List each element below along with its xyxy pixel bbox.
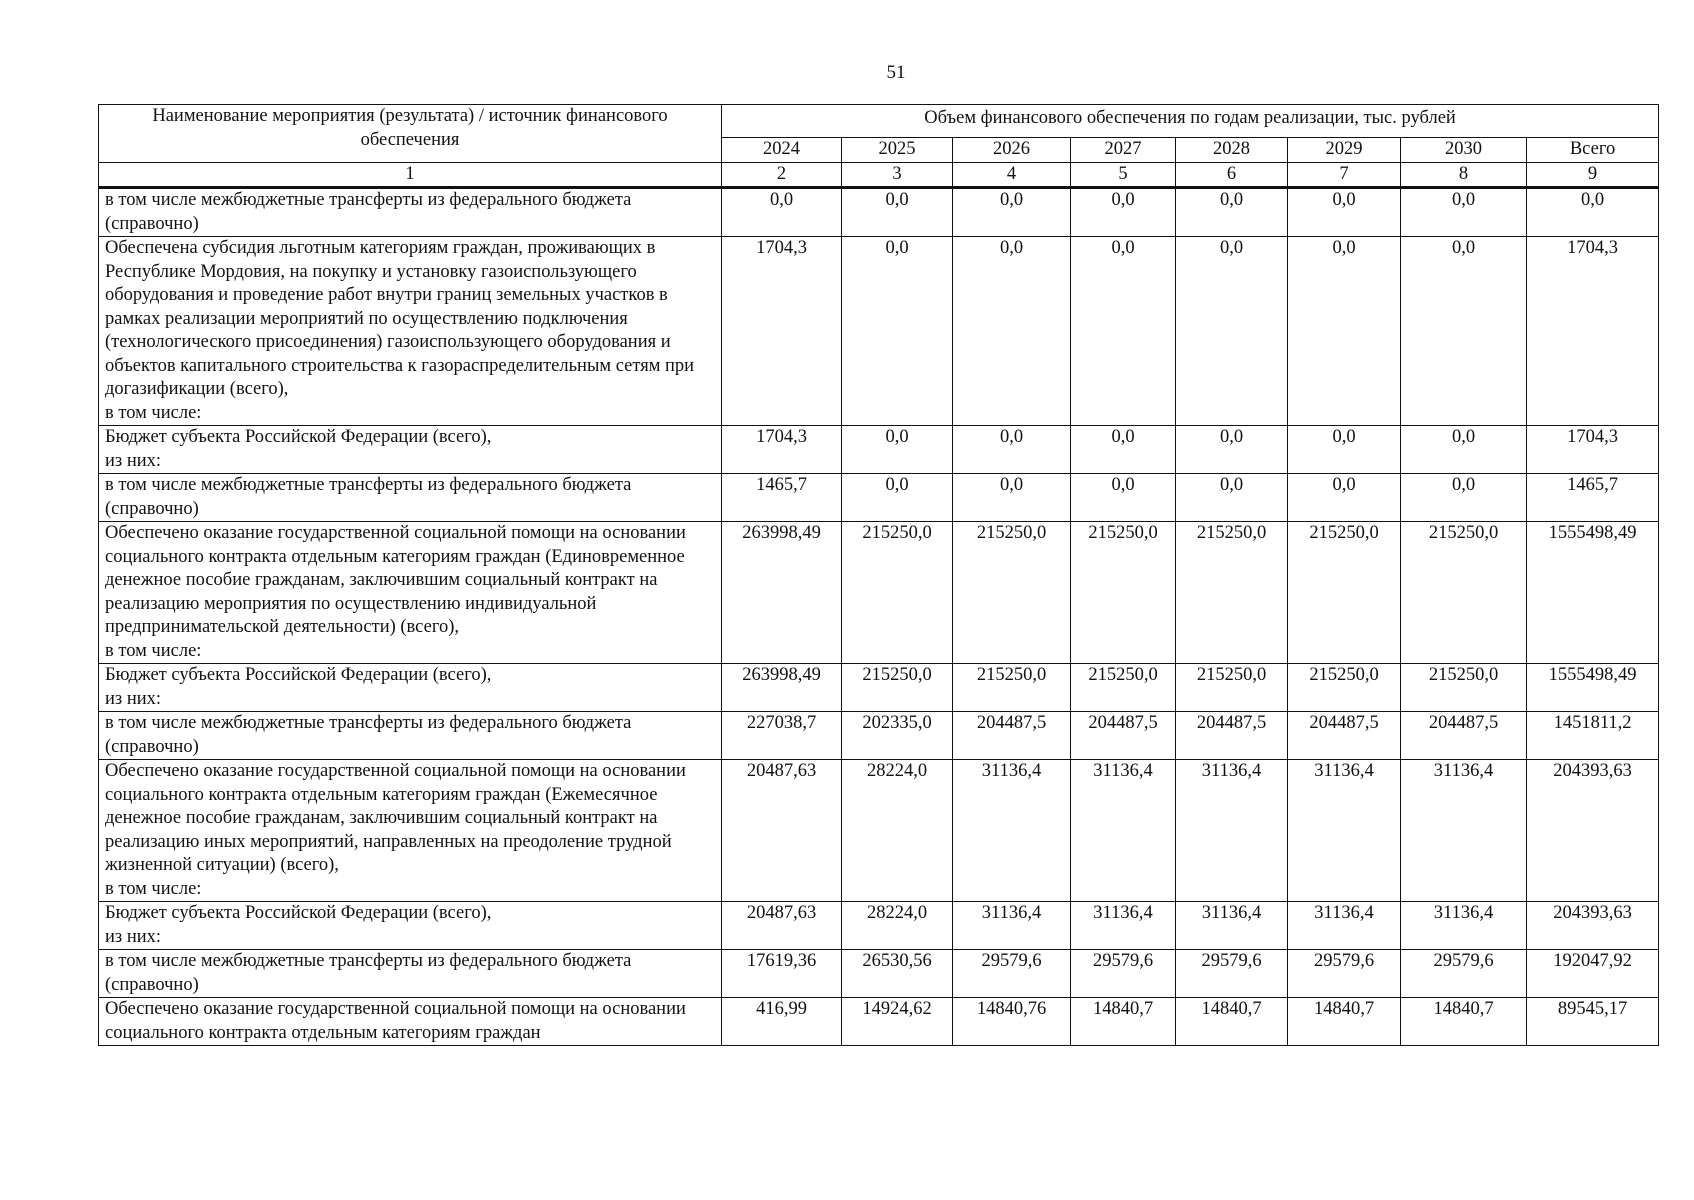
table-row (99, 664, 1659, 712)
row-value: 215250,0 (1401, 664, 1527, 712)
row-value: 1555498,49 (1527, 522, 1659, 664)
year-header: Всего (1527, 138, 1659, 163)
row-name: Бюджет субъекта Российской Федерации (всего), из них: (99, 426, 722, 474)
row-value: 215250,0 (1071, 522, 1176, 664)
row-value: 14840,7 (1176, 998, 1288, 1046)
year-header: 2030 (1401, 138, 1527, 163)
year-header: 2028 (1176, 138, 1288, 163)
row-value: 1704,3 (1527, 237, 1659, 426)
row-value: 29579,6 (1176, 950, 1288, 998)
row-name: в том числе межбюджетные трансферты из федерального бюджета (справочно) (99, 188, 722, 237)
row-value: 0,0 (842, 237, 953, 426)
row-value: 263998,49 (722, 522, 842, 664)
row-value: 28224,0 (842, 760, 953, 902)
row-name: Обеспечена субсидия льготным категориям граждан, проживающих в Республике Мордовия, на покупку и установку газоиспользующего оборудования и проведение работ внутри границ земельных участков в рамках реализации мероприятий по осуществлению подключения (технологического присоединения) газоиспользующего оборудования и объектов капитального строительства к газораспределительным сетям при догазификации (всего), в том числе: (99, 237, 722, 426)
row-value: 0,0 (953, 426, 1071, 474)
row-value: 31136,4 (953, 902, 1071, 950)
row-value: 204487,5 (1071, 712, 1176, 760)
column-number: 2 (722, 162, 842, 188)
table-row (99, 522, 1659, 664)
row-value: 204487,5 (1401, 712, 1527, 760)
row-value: 215250,0 (1176, 664, 1288, 712)
row-value: 215250,0 (1071, 664, 1176, 712)
row-value: 215250,0 (842, 522, 953, 664)
row-name: Бюджет субъекта Российской Федерации (всего), из них: (99, 664, 722, 712)
row-value: 1704,3 (722, 237, 842, 426)
row-value: 31136,4 (953, 760, 1071, 902)
page-number: 51 (886, 62, 906, 83)
row-value: 31136,4 (1288, 902, 1401, 950)
row-value: 1704,3 (1527, 426, 1659, 474)
row-value: 0,0 (842, 188, 953, 237)
row-value: 1465,7 (1527, 474, 1659, 522)
row-value: 204487,5 (1176, 712, 1288, 760)
row-value: 14840,7 (1288, 998, 1401, 1046)
row-value: 0,0 (953, 474, 1071, 522)
row-value: 31136,4 (1176, 760, 1288, 902)
row-value: 0,0 (1071, 188, 1176, 237)
financing-table (98, 104, 1659, 1046)
row-value: 0,0 (1288, 426, 1401, 474)
row-value: 202335,0 (842, 712, 953, 760)
row-value: 29579,6 (1401, 950, 1527, 998)
row-value: 26530,56 (842, 950, 953, 998)
row-value: 29579,6 (1071, 950, 1176, 998)
row-value: 215250,0 (1288, 522, 1401, 664)
row-value: 1451811,2 (1527, 712, 1659, 760)
row-value: 31136,4 (1071, 902, 1176, 950)
table-body (99, 188, 1659, 1046)
row-value: 215250,0 (842, 664, 953, 712)
row-value: 0,0 (722, 188, 842, 237)
row-value: 0,0 (1401, 426, 1527, 474)
row-value: 0,0 (1176, 474, 1288, 522)
year-header: 2025 (842, 138, 953, 163)
row-value: 29579,6 (1288, 950, 1401, 998)
year-header: 2024 (722, 138, 842, 163)
row-name: Обеспечено оказание государственной социальной помощи на основании социального контракта отдельным категориям граждан (99, 998, 722, 1046)
column-number: 1 (99, 162, 722, 188)
row-value: 14840,7 (1401, 998, 1527, 1046)
row-value: 1555498,49 (1527, 664, 1659, 712)
row-value: 215250,0 (1176, 522, 1288, 664)
row-value: 0,0 (1527, 188, 1659, 237)
row-value: 263998,49 (722, 664, 842, 712)
row-value: 0,0 (842, 426, 953, 474)
row-value: 14840,76 (953, 998, 1071, 1046)
row-value: 0,0 (1071, 237, 1176, 426)
row-value: 204487,5 (1288, 712, 1401, 760)
row-value: 0,0 (1176, 426, 1288, 474)
year-header: 2027 (1071, 138, 1176, 163)
row-value: 0,0 (1401, 474, 1527, 522)
column-number: 7 (1288, 162, 1401, 188)
row-name: в том числе межбюджетные трансферты из федерального бюджета (справочно) (99, 950, 722, 998)
row-name: Бюджет субъекта Российской Федерации (всего), из них: (99, 902, 722, 950)
volume-caption: Объем финансового обеспечения по годам реализации, тыс. рублей (722, 105, 1659, 138)
row-value: 0,0 (1071, 426, 1176, 474)
row-value: 20487,63 (722, 760, 842, 902)
header-row-top (99, 105, 1659, 138)
row-value: 215250,0 (1288, 664, 1401, 712)
row-value: 0,0 (842, 474, 953, 522)
row-value: 0,0 (1071, 474, 1176, 522)
table-row (99, 237, 1659, 426)
row-value: 14840,7 (1071, 998, 1176, 1046)
column-number: 9 (1527, 162, 1659, 188)
row-value: 0,0 (1288, 237, 1401, 426)
table-row (99, 902, 1659, 950)
year-header: 2029 (1288, 138, 1401, 163)
row-value: 28224,0 (842, 902, 953, 950)
row-value: 0,0 (1288, 188, 1401, 237)
row-value: 0,0 (953, 188, 1071, 237)
row-value: 0,0 (1176, 237, 1288, 426)
column-number: 5 (1071, 162, 1176, 188)
table-row (99, 426, 1659, 474)
row-value: 29579,6 (953, 950, 1071, 998)
row-name: Обеспечено оказание государственной социальной помощи на основании социального контракта отдельным категориям граждан (Ежемесячное денежное пособие гражданам, заключившим социальный контракт на реализацию иных мероприятий, направленных на преодоление трудной жизненной ситуации) (всего), в том числе: (99, 760, 722, 902)
table-row (99, 188, 1659, 237)
row-value: 31136,4 (1401, 902, 1527, 950)
row-value: 89545,17 (1527, 998, 1659, 1046)
column-number-row (99, 162, 1659, 188)
column-number: 6 (1176, 162, 1288, 188)
row-name: в том числе межбюджетные трансферты из федерального бюджета (справочно) (99, 474, 722, 522)
row-value: 204393,63 (1527, 902, 1659, 950)
row-value: 0,0 (1288, 474, 1401, 522)
row-value: 0,0 (1401, 237, 1527, 426)
row-value: 31136,4 (1401, 760, 1527, 902)
table-row (99, 998, 1659, 1046)
row-value: 20487,63 (722, 902, 842, 950)
row-value: 215250,0 (1401, 522, 1527, 664)
row-value: 0,0 (1401, 188, 1527, 237)
row-value: 204393,63 (1527, 760, 1659, 902)
row-value: 227038,7 (722, 712, 842, 760)
table-row (99, 474, 1659, 522)
row-value: 31136,4 (1288, 760, 1401, 902)
row-value: 1704,3 (722, 426, 842, 474)
column-number: 3 (842, 162, 953, 188)
row-value: 215250,0 (953, 664, 1071, 712)
table-row (99, 950, 1659, 998)
row-value: 31136,4 (1071, 760, 1176, 902)
column-number: 8 (1401, 162, 1527, 188)
row-value: 17619,36 (722, 950, 842, 998)
row-name: Обеспечено оказание государственной социальной помощи на основании социального контракта отдельным категориям граждан (Единовременное денежное пособие гражданам, заключившим социальный контракт на реализацию мероприятия по осуществлению индивидуальной предпринимательской деятельности) (всего), в том числе: (99, 522, 722, 664)
row-value: 31136,4 (1176, 902, 1288, 950)
row-value: 0,0 (1176, 188, 1288, 237)
row-value: 416,99 (722, 998, 842, 1046)
row-name: в том числе межбюджетные трансферты из федерального бюджета (справочно) (99, 712, 722, 760)
row-value: 1465,7 (722, 474, 842, 522)
row-value: 215250,0 (953, 522, 1071, 664)
row-value: 204487,5 (953, 712, 1071, 760)
name-column-header: Наименование мероприятия (результата) / источник финансового обеспечения (99, 105, 722, 163)
row-value: 192047,92 (1527, 950, 1659, 998)
row-value: 14924,62 (842, 998, 953, 1046)
table-row (99, 712, 1659, 760)
column-number: 4 (953, 162, 1071, 188)
table-row (99, 760, 1659, 902)
year-header: 2026 (953, 138, 1071, 163)
row-value: 0,0 (953, 237, 1071, 426)
